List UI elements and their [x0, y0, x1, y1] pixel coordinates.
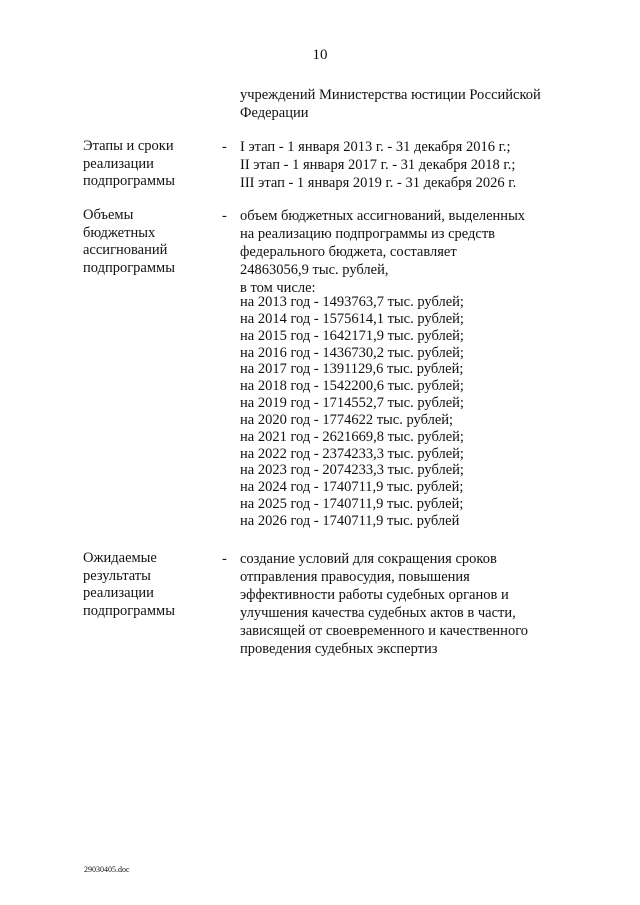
results-label-line: реализации — [83, 585, 154, 601]
results-value-line: создание условий для сокращения сроков — [240, 551, 497, 567]
budget-intro-line: в том числе: — [240, 280, 316, 296]
budget-year-line: на 2026 год - 1740711,9 тыс. рублей — [240, 512, 460, 529]
stages-label — [83, 138, 175, 191]
budget-year-line: на 2019 год - 1714552,7 тыс. рублей; — [240, 395, 464, 412]
budget-intro-line: объем бюджетных ассигнований, выделенных — [240, 208, 526, 224]
stages-value-line: I этап - 1 января 2013 г. - 31 декабря 2016 г.; — [240, 139, 511, 155]
budget-year-line: на 2015 год - 1642171,9 тыс. рублей; — [240, 327, 464, 344]
budget-intro-line: 24863056,9 тыс. рублей, — [240, 262, 389, 278]
budget-year-line: на 2024 год - 1740711,9 тыс. рублей; — [240, 479, 464, 496]
stages-value-line: III этап - 1 января 2019 г. - 31 декабря 2026 г. — [240, 175, 517, 191]
results-label-line: результаты — [83, 567, 151, 584]
results-value-line: улучшения качества судебных актов в части, — [240, 605, 516, 621]
results-label — [83, 550, 175, 620]
stages-label-line: подпрограммы — [83, 173, 175, 189]
budget-year-line: на 2017 год - 1391129,6 тыс. рублей; — [240, 361, 464, 378]
results-value-line: эффективности работы судебных органов и — [240, 587, 509, 603]
stages-dash: - — [222, 139, 227, 155]
budget-label-line: ассигнований — [83, 242, 168, 258]
budget-year-line: на 2013 год - 1493763,7 тыс. рублей; — [240, 294, 464, 310]
budget-year-line: на 2014 год - 1575614,1 тыс. рублей; — [240, 310, 464, 327]
results-value-line: проведения судебных экспертиз — [240, 641, 438, 657]
results-label-line: Ожидаемые — [83, 550, 157, 566]
budget-intro — [240, 207, 525, 297]
stages-value-line: II этап - 1 января 2017 г. - 31 декабря 2018 г.; — [240, 157, 516, 173]
budget-year-line: на 2022 год - 2374233,3 тыс. рублей; — [240, 445, 464, 462]
budget-dash: - — [222, 208, 227, 224]
budget-year-line: на 2016 год - 1436730,2 тыс. рублей; — [240, 344, 464, 361]
results-label-line: подпрограммы — [83, 602, 175, 619]
budget-intro-line: на реализацию подпрограммы из средств — [240, 226, 496, 242]
budget-label-line: бюджетных — [83, 224, 156, 241]
budget-year-line: на 2021 год - 2621669,8 тыс. рублей; — [240, 428, 464, 445]
page-number: 10 — [312, 47, 328, 63]
results-dash: - — [222, 551, 227, 567]
budget-year-list — [240, 294, 464, 530]
budget-label-line: подпрограммы — [83, 259, 175, 276]
budget-year-line: на 2023 год - 2074233,3 тыс. рублей; — [240, 462, 464, 479]
results-value — [240, 550, 528, 658]
results-value-line: отправления правосудия, повышения — [240, 569, 470, 585]
stages-label-line: Этапы и сроки — [83, 138, 174, 154]
budget-year-line: на 2025 год - 1740711,9 тыс. рублей; — [240, 496, 464, 513]
footer-filename: 29030405.doc — [84, 865, 130, 874]
budget-intro-line: федерального бюджета, составляет — [240, 244, 457, 260]
budget-label — [83, 207, 175, 277]
continuation-line: учреждений Министерства юстиции Российской — [240, 87, 541, 103]
budget-year-line: на 2018 год - 1542200,6 тыс. рублей; — [240, 378, 464, 395]
continuation-line: Федерации — [240, 105, 309, 121]
budget-year-line: на 2020 год - 1774622 тыс. рублей; — [240, 411, 454, 428]
stages-value — [240, 138, 516, 192]
results-value-line: зависящей от своевременного и качественного — [240, 623, 529, 639]
stages-label-line: реализации — [83, 155, 154, 172]
budget-label-line: Объемы — [83, 207, 134, 223]
